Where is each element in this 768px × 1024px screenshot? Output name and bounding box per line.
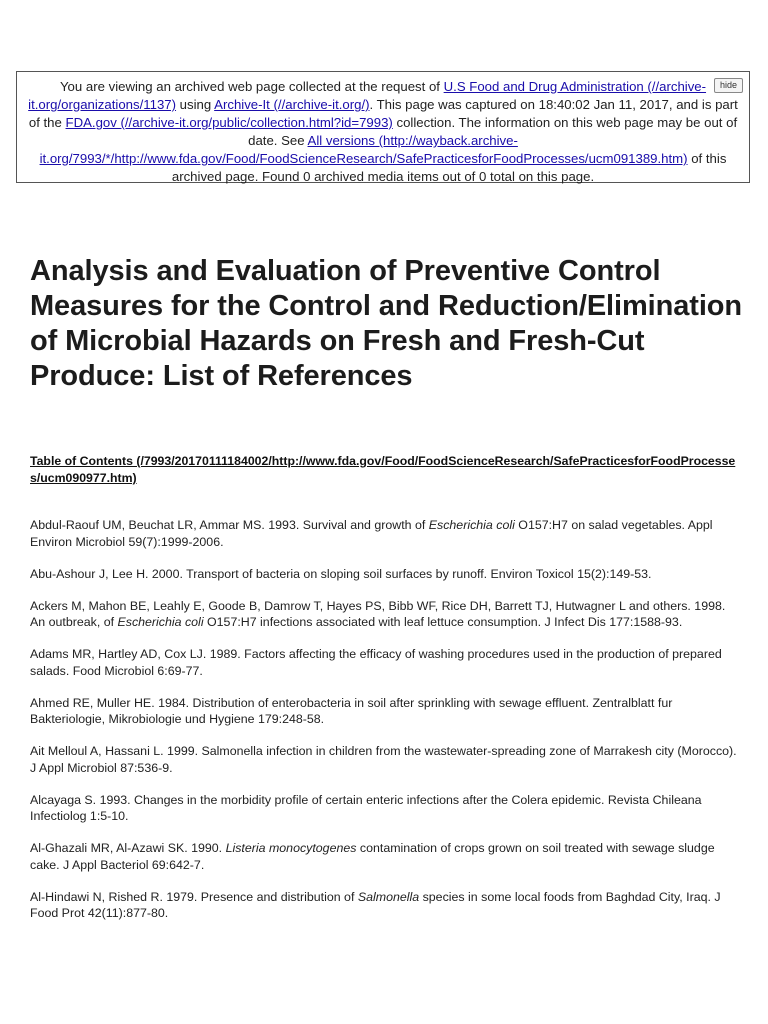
fda-collection-link[interactable]: FDA.gov (//archive-it.org/public/collection.html?id=7993) (65, 115, 393, 130)
reference-item: Alcayaga S. 1993. Changes in the morbidity profile of certain enteric infections after the Colera epidemic. Revista Chileana Infectiolog 1:5-10. (30, 792, 702, 823)
reference-item: Abdul-Raouf UM, Beuchat LR, Ammar MS. 1993. Survival and growth of Escherichia coli O157:H7 on salad vegetables. Appl Environ Microbiol 59(7):1999-2006. (30, 518, 713, 549)
table-of-contents-link[interactable]: Table of Contents (/7993/20170111184002/http://www.fda.gov/Food/FoodScienceResearch/SafePracticesforFoodProcesses/ucm090977.htm) (30, 454, 736, 485)
reference-list (30, 517, 742, 937)
banner-intro-text: You are viewing an archived web page collected at the request of (59, 79, 444, 94)
page-title: Analysis and Evaluation of Preventive Control Measures for the Control and Reduction/Elimination of Microbial Hazards on Fresh and Fresh-Cut Produce: List of References (30, 255, 742, 392)
reference-item: Al-Ghazali MR, Al-Azawi SK. 1990. Listeria monocytogenes contamination of crops grown on soil treated with sewage sludge cake. J Appl Bacteriol 69:642-7. (30, 841, 715, 872)
reference-item: Al-Hindawi N, Rished R. 1979. Presence and distribution of Salmonella species in some local foods from Baghdad City, Iraq. J Food Prot 42(11):877-80. (30, 889, 721, 920)
archive-notice-banner (16, 71, 750, 183)
hide-banner-button[interactable]: hide (714, 78, 743, 93)
all-versions-link[interactable]: All versions (http://wayback.archive-it.org/7993/*/http://www.fda.gov/Food/FoodScienceResearch/SafePracticesforFoodProcesses/ucm091389.htm) (39, 133, 688, 166)
banner-collection-suffix-text: collection. The information on this web page may be out of date. See (248, 115, 738, 148)
reference-item: Ahmed RE, Muller HE. 1984. Distribution of enterobacteria in soil after sprinkling with sewage effluent. Zentralblatt fur Bakteriologie, Mikrobiologie und Hygiene 179:248-58. (30, 695, 673, 726)
reference-item: Ait Melloul A, Hassani L. 1999. Salmonella infection in children from the wastewater-spreading zone of Marrakesh city (Morocco). J Appl Microbiol 87:536-9. (30, 744, 737, 775)
reference-item: Ackers M, Mahon BE, Leahly E, Goode B, Damrow T, Hayes PS, Bibb WF, Rice DH, Barrett TJ, Hutwagner L and others. 1998. An outbreak, of Escherichia coli O157:H7 infections associated with leaf lettuce consumption. J Infect Dis 177:1588-93. (30, 598, 726, 629)
reference-item: Abu-Ashour J, Lee H. 2000. Transport of bacteria on sloping soil surfaces by runoff. Environ Toxicol 15(2):149-53. (30, 566, 652, 581)
reference-item: Adams MR, Hartley AD, Cox LJ. 1989. Factors affecting the efficacy of washing procedures used in the production of prepared salads. Food Microbiol 6:69-77. (30, 647, 722, 678)
archive-it-link[interactable]: Archive-It (//archive-it.org/) (214, 97, 370, 112)
fda-organization-link[interactable]: U.S Food and Drug Administration (//archive-it.org/organizations/1137) (28, 79, 707, 112)
banner-using-text: using (176, 97, 215, 112)
banner-captured-text: . This page was captured on 18:40:02 Jan 11, 2017, and is part of the (28, 97, 738, 130)
banner-outro-text: of this archived page. Found 0 archived media items out of 0 total on this page. (171, 151, 727, 184)
